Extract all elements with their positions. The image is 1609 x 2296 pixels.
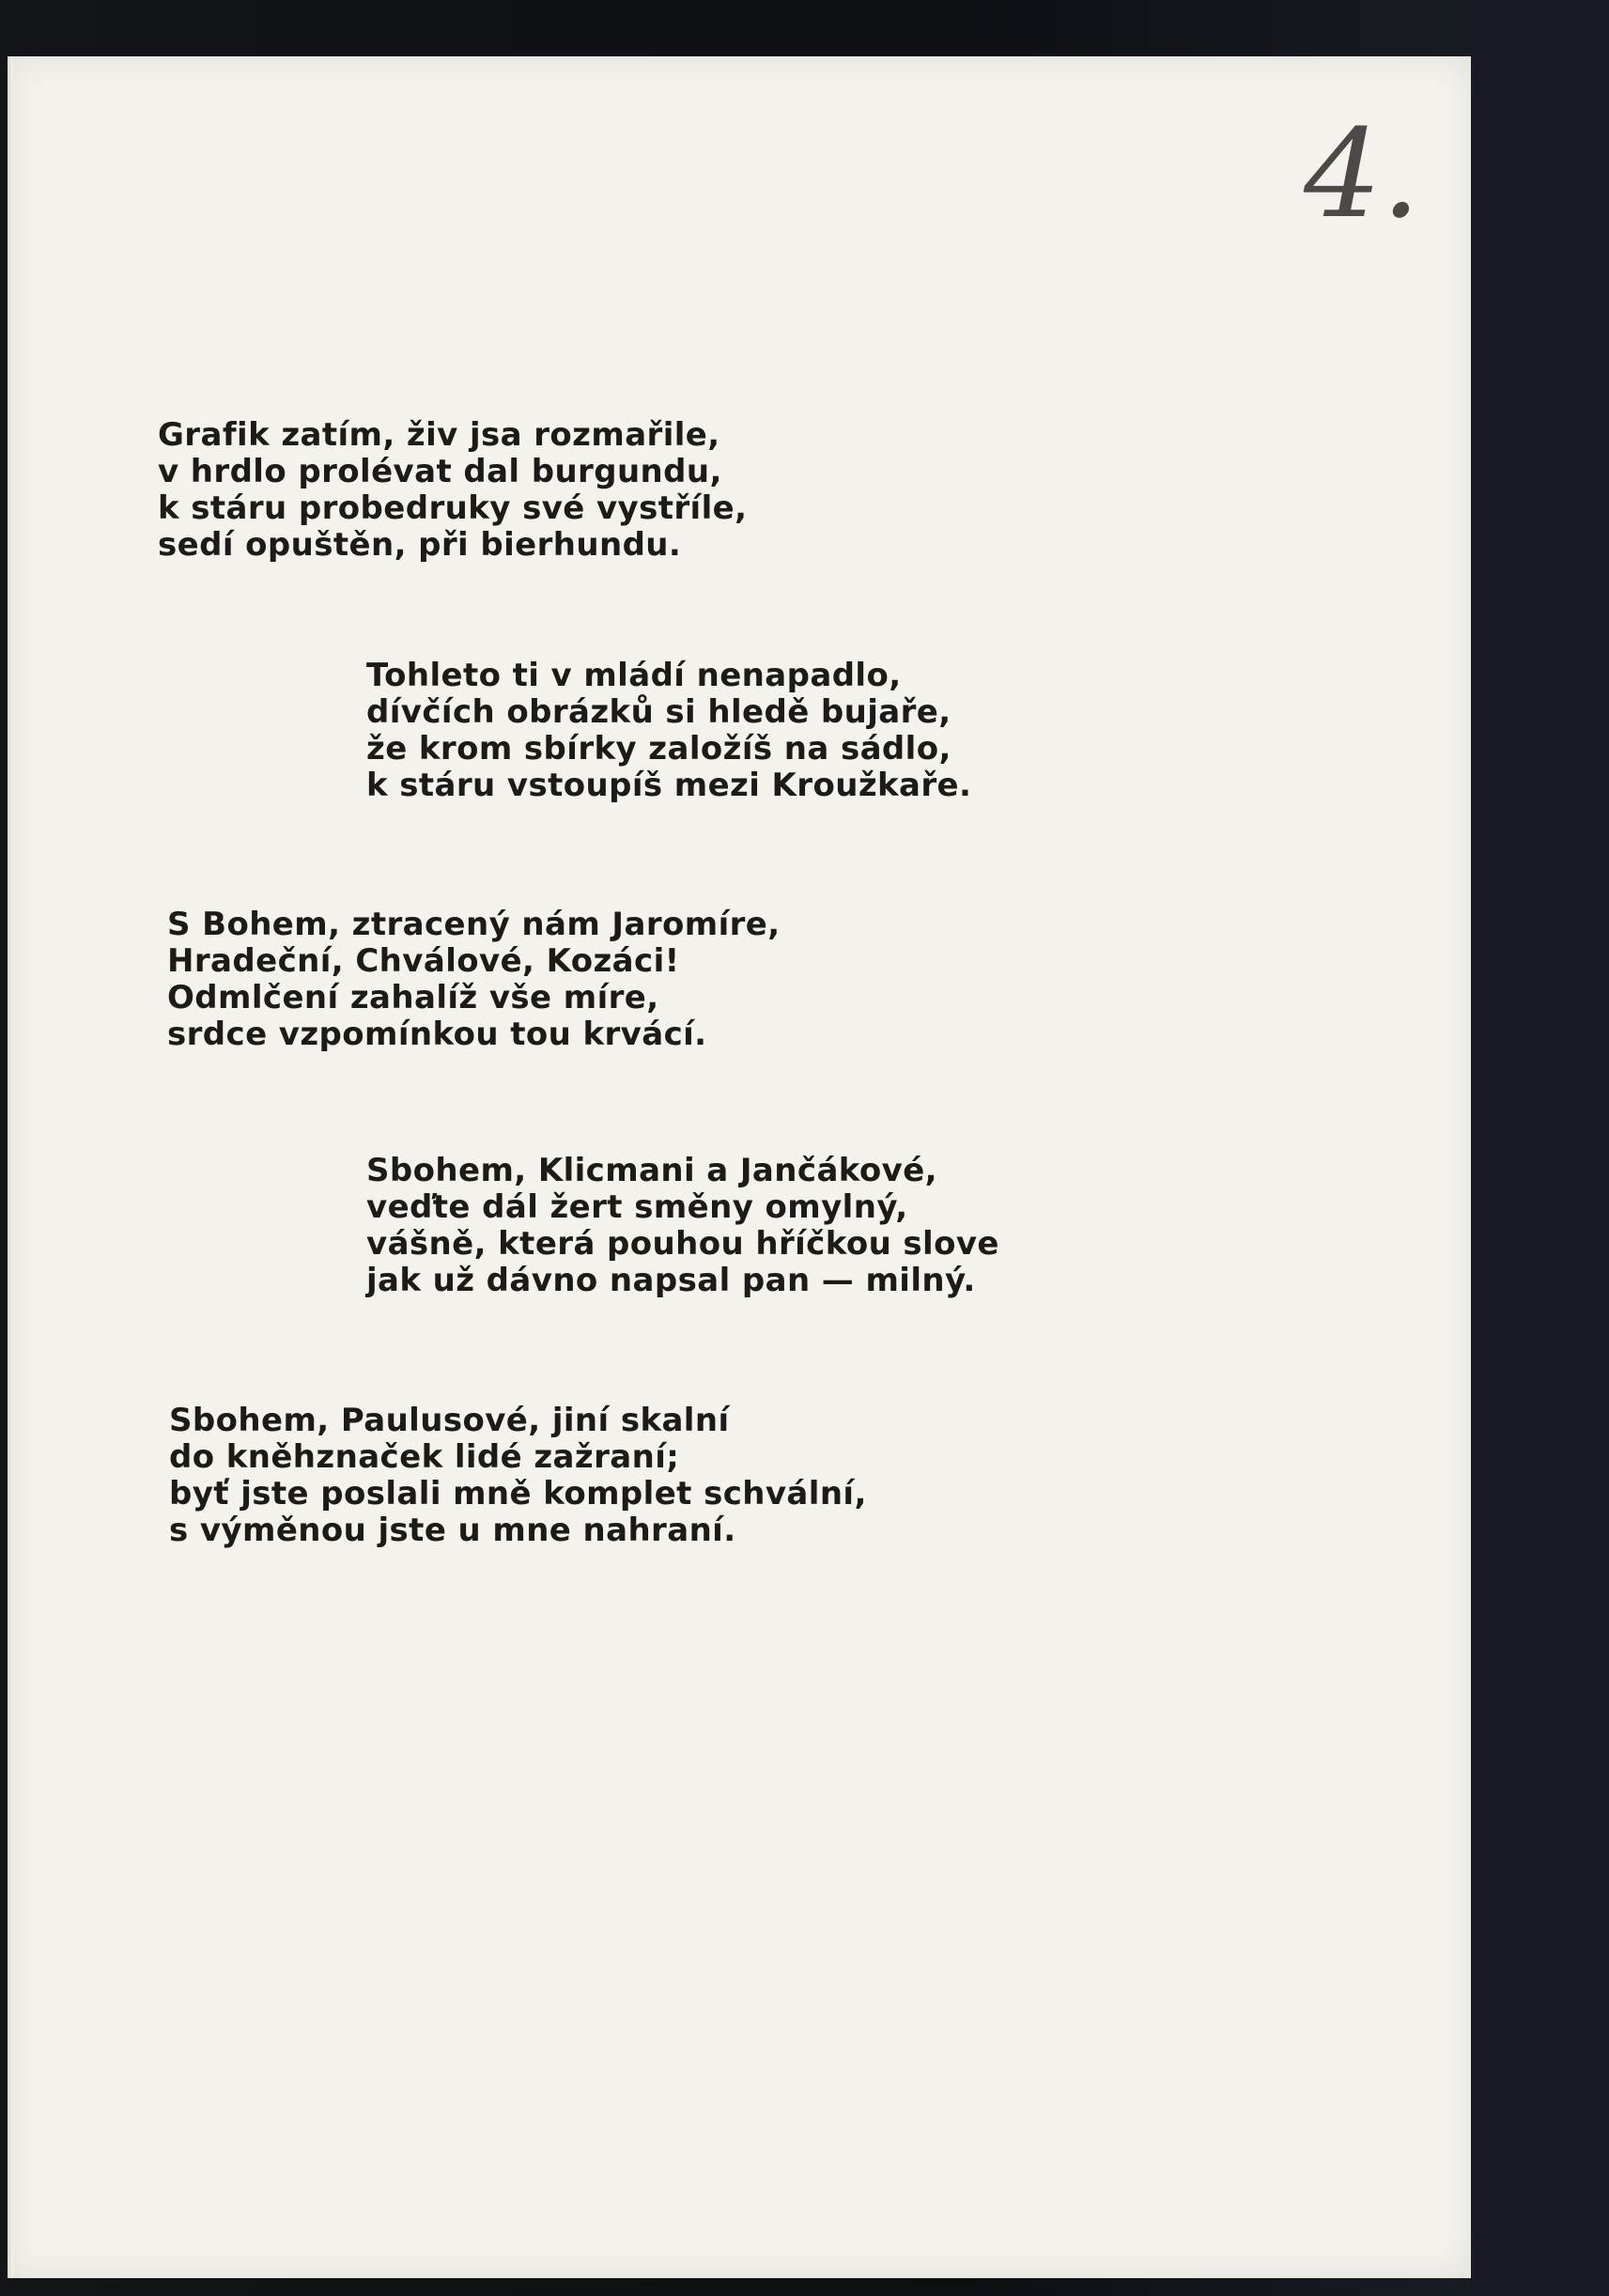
stanza-1 [158,417,747,564]
stanza-3 [167,907,781,1053]
verse-line: do kněhznaček lidé zažraní; [169,1438,680,1476]
verse-line: s výměnou jste u mne nahraní. [169,1512,736,1549]
verse-line: Grafik zatím, živ jsa rozmařile, [158,416,720,454]
document-page [8,56,1471,2278]
verse-line: Hradeční, Chválové, Kozáci! [167,942,680,980]
stanza-4 [366,1153,999,1299]
verse-line: Tohleto ti v mládí nenapadlo, [366,657,902,694]
verse-line: vášně, která pouhou hříčkou slove [366,1225,999,1263]
verse-line: že krom sbírky založíš na sádlo, [366,730,951,768]
verse-line: k stáru vstoupíš mezi Kroužkaře. [366,767,972,804]
page-edge [8,56,13,2278]
verse-line: veďte dál žert směny omylný, [366,1188,908,1226]
stanza-2 [366,658,971,804]
verse-line: jak už dávno napsal pan — milný. [366,1262,976,1299]
verse-line: S Bohem, ztracený nám Jaromíre, [167,906,781,943]
verse-line: sedí opuštěn, při bierhundu. [158,526,682,564]
verse-line: v hrdlo prolévat dal burgundu, [158,453,722,490]
verse-line: srdce vzpomínkou tou krvácí. [167,1016,707,1053]
scan-border-strip [1471,0,1609,2296]
verse-line: k stáru probedruky své vystříle, [158,489,748,527]
stanza-5 [169,1403,867,1549]
verse-line: Odmlčení zahalíž vše míre, [167,979,659,1016]
page-number: 4. [1304,102,1421,245]
verse-line: Sbohem, Paulusové, jiní skalní [169,1402,730,1439]
verse-line: byť jste poslali mně komplet schvální, [169,1475,867,1513]
verse-line: dívčích obrázků si hledě bujaře, [366,693,951,731]
verse-line: Sbohem, Klicmani a Jančákové, [366,1152,937,1189]
